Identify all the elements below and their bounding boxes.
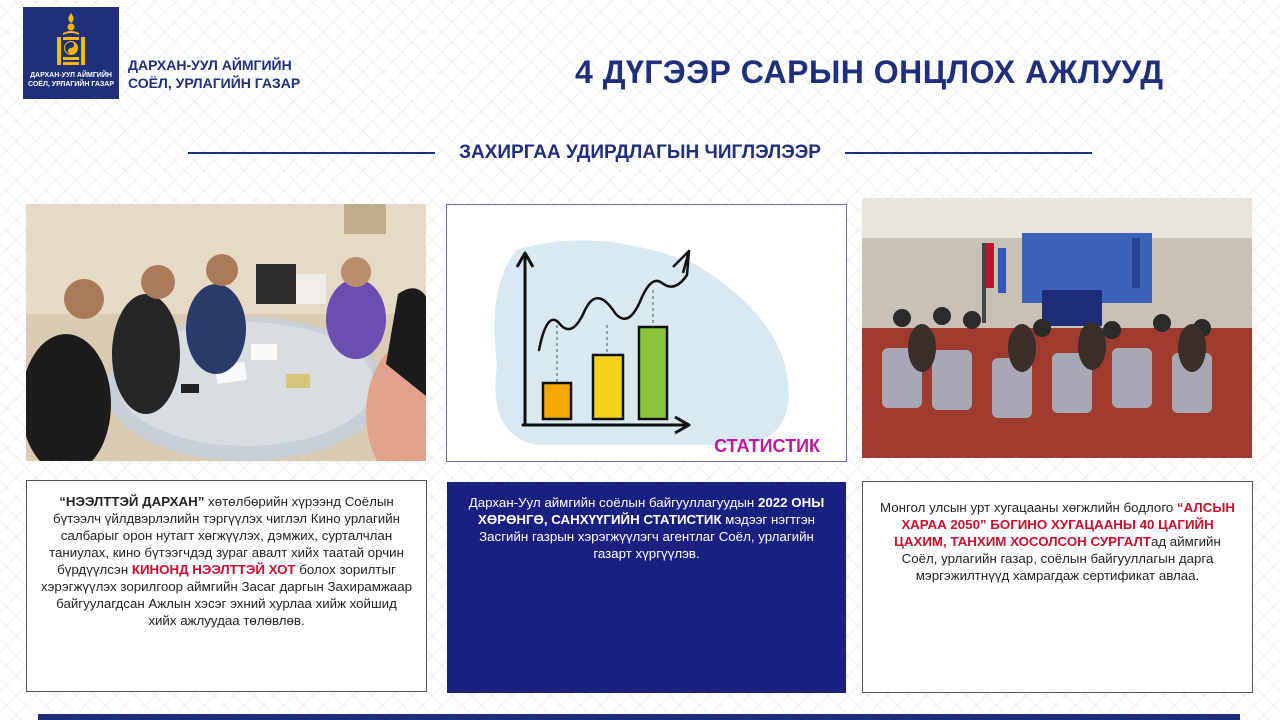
description-card-vision-2050 <box>862 481 1253 693</box>
description-card-open-darkhan <box>26 480 427 692</box>
statistics-card <box>446 204 847 462</box>
divider-right <box>845 152 1092 154</box>
film-open-city-highlight: КИНОНД НЭЭЛТТЭЙ ХОТ <box>131 562 296 577</box>
logo-caption <box>28 71 114 89</box>
meeting-photo <box>26 204 426 461</box>
vision-2050-highlight: “АЛСЫН ХАРАА 2050” БОГИНО ХУГАЦААНЫ 40 ЦАГИЙН ЦАХИМ, ТАНХИМ ХОСОЛСОН СУРГАЛТ <box>894 500 1235 549</box>
vision-text-part1: Монгол улсын урт хугацааны хөгжлийн бодлого <box>880 500 1177 515</box>
meeting-photo-image <box>26 204 426 461</box>
training-photo-image <box>862 198 1252 458</box>
logo-caption-line2: СОЁЛ, УРЛАГИЙН ГАЗАР <box>27 81 115 88</box>
section-subtitle: ЗАХИРГАА УДИРДЛАГЫН ЧИГЛЭЛЭЭР <box>459 142 821 163</box>
description-card-statistics <box>447 482 846 693</box>
vision-text-part2: ад аймгийн Соёл, урлагийн газар, соёлын байгууллагын дарга мэргэжилтнүүд хамрагдаж сертификат авлаа. <box>901 534 1221 583</box>
open-darkhan-text-part1: хөтөлбөрийн хүрээнд Соёлын бүтээлч үйлдвэрлэлийн тэргүүлэх чиглэл Кино урлагийн салбарыг орон нутагт хөгжүүлэх, дэмжих, сурталчлан таниулах, кино бүтээгчдэд зураг авалт хийх таатай орчин бүрдүүлсэн <box>49 494 404 577</box>
divider-left <box>188 152 435 154</box>
statistics-text-part1: Дархан-Уул аймгийн соёлын байгууллагуудын <box>468 495 758 510</box>
page-title: 4 ДҮГЭЭР САРЫН ОНЦЛОХ АЖЛУУД <box>575 54 1164 90</box>
statistics-label: СТАТИСТИК <box>714 436 820 456</box>
org-name-line1: ДАРХАН-УУЛ АЙМГИЙН <box>128 57 292 73</box>
training-photo <box>862 198 1252 458</box>
open-darkhan-text-part2: болох зорилтыг хэрэгжүүлэх зорилгоор аймгийн Засаг даргын Захирамжаар байгуулагдсан Ажлын хэсэг эхний хурлаа хийж хойшид хийх ажлуудаа төлөвлөв. <box>41 562 412 628</box>
logo-caption-line1: ДАРХАН-УУЛ АЙМГИЙН <box>30 72 112 79</box>
statistics-text-part2: мэдээг нэгтгэн Засгийн газрын хэрэгжүүлэгч агентлаг Соёл, урлагийн газарт хүргүүлэв. <box>479 512 816 561</box>
soyombo-emblem-icon <box>49 11 93 69</box>
footer-bar <box>38 714 1240 720</box>
org-name-line2: СОЁЛ, УРЛАГИЙН ГАЗАР <box>128 75 301 91</box>
open-darkhan-heading: “НЭЭЛТТЭЙ ДАРХАН” <box>59 494 205 509</box>
organization-logo <box>23 7 119 99</box>
organization-name <box>128 56 300 92</box>
statistics-highlight: 2022 ОНЫ ХӨРӨНГӨ, САНХҮҮГИЙН СТАТИСТИК <box>477 495 825 527</box>
statistics-chart-icon <box>447 205 846 461</box>
section-header <box>188 141 1092 165</box>
